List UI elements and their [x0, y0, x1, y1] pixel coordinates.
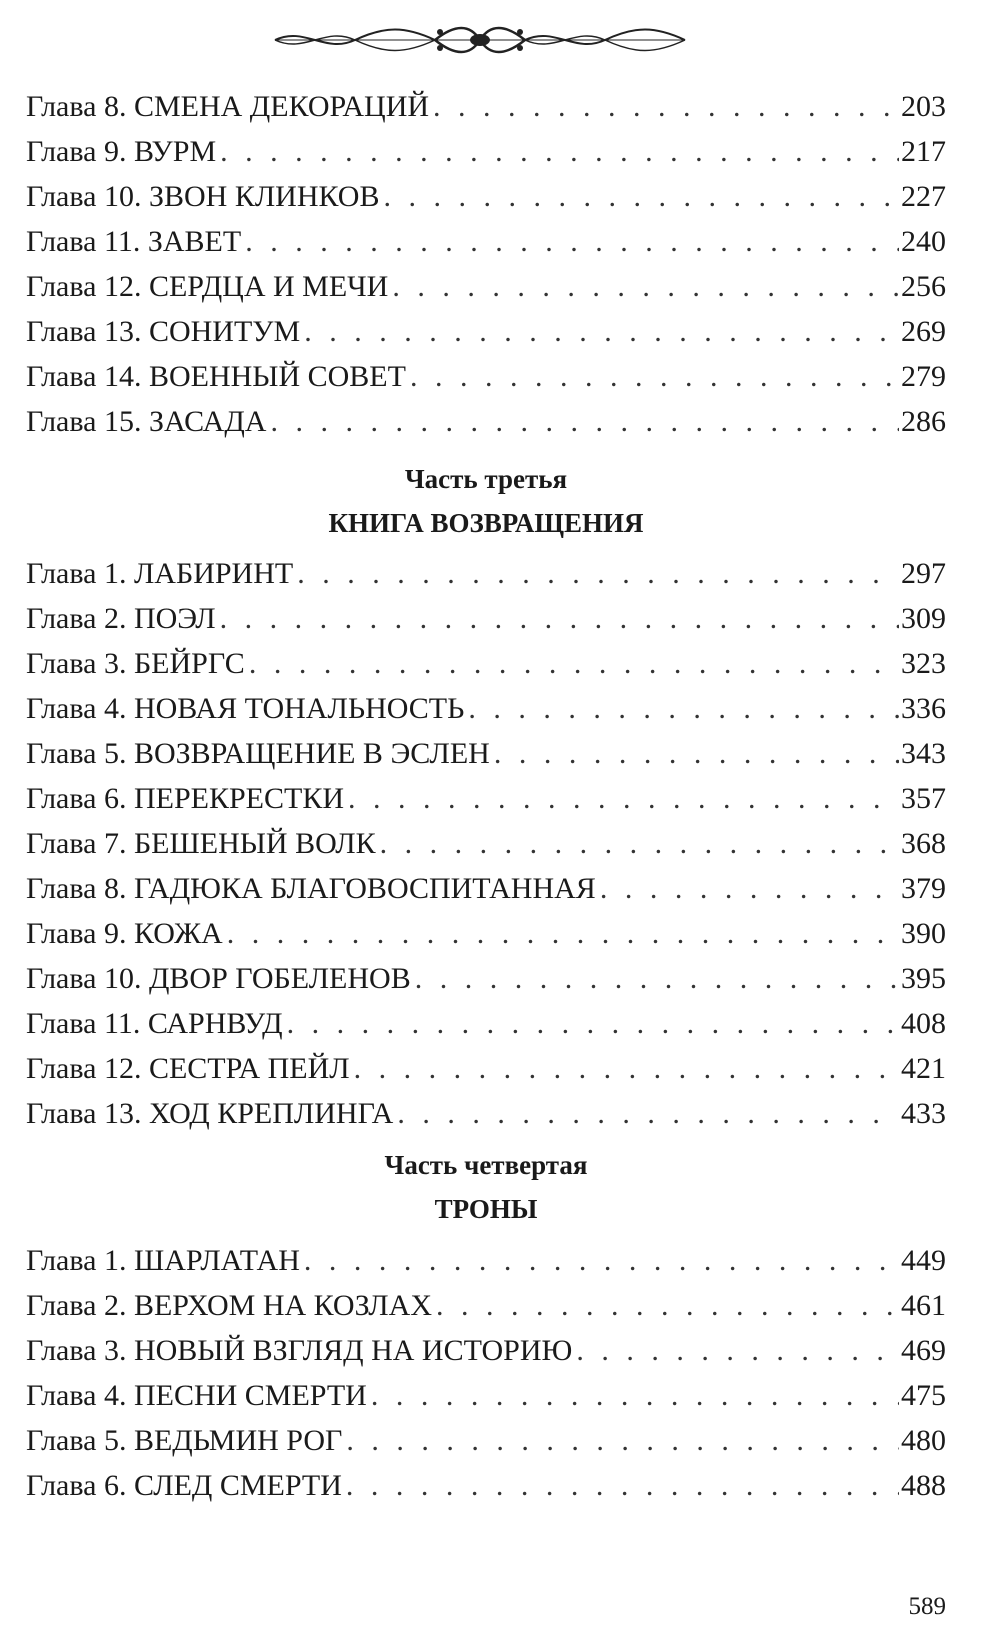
- dot-leader: [304, 309, 899, 354]
- entry-label: Глава 5. ВОЗВРАЩЕНИЕ В ЭСЛЕН: [26, 737, 490, 770]
- dot-leader: [410, 354, 899, 399]
- entry-page: 240: [901, 225, 946, 258]
- entry-label: Глава 4. ПЕСНИ СМЕРТИ: [26, 1379, 367, 1412]
- toc-entry[interactable]: [26, 219, 946, 264]
- toc-section-1: [26, 84, 946, 444]
- entry-page: 323: [901, 647, 946, 680]
- toc-entry[interactable]: [26, 354, 946, 399]
- entry-label: Глава 13. ХОД КРЕПЛИНГА: [26, 1097, 394, 1130]
- toc-entry[interactable]: [26, 1463, 946, 1508]
- toc-entry[interactable]: [26, 399, 946, 444]
- entry-label: Глава 2. ВЕРХОМ НА КОЗЛАХ: [26, 1289, 432, 1322]
- entry-label: Глава 1. ЛАБИРИНТ: [26, 557, 294, 590]
- entry-label: Глава 7. БЕШЕНЫЙ ВОЛК: [26, 827, 376, 860]
- entry-page: 395: [901, 962, 946, 995]
- toc-entry[interactable]: [26, 776, 946, 821]
- entry-label: Глава 4. НОВАЯ ТОНАЛЬНОСТЬ: [26, 692, 465, 725]
- dot-leader: [287, 1001, 899, 1046]
- part3-label: Часть третья: [404, 464, 568, 494]
- dot-leader: [494, 731, 899, 776]
- entry-page: 343: [901, 737, 946, 770]
- part3-title: КНИГА ВОЗВРАЩЕНИЯ: [328, 508, 644, 538]
- toc-entry[interactable]: [26, 1238, 946, 1283]
- entry-page: 421: [901, 1052, 946, 1085]
- entry-label: Глава 11. ЗАВЕТ: [26, 225, 242, 258]
- entry-label: Глава 11. САРНВУД: [26, 1007, 283, 1040]
- toc-entry[interactable]: [26, 84, 946, 129]
- entry-page: 279: [901, 360, 946, 393]
- toc-part-4: [26, 1238, 946, 1508]
- entry-label: Глава 3. БЕЙРГС: [26, 647, 245, 680]
- entry-label: Глава 3. НОВЫЙ ВЗГЛЯД НА ИСТОРИЮ: [26, 1334, 573, 1367]
- part4-label: Часть четвертая: [384, 1150, 588, 1180]
- toc-entry[interactable]: [26, 686, 946, 731]
- page-number: 589: [908, 1593, 946, 1620]
- entry-label: Глава 10. ДВОР ГОБЕЛЕНОВ: [26, 962, 411, 995]
- dot-leader: [576, 1328, 899, 1373]
- entry-page: 390: [901, 917, 946, 950]
- toc-entry[interactable]: [26, 129, 946, 174]
- entry-page: 227: [901, 180, 946, 213]
- dot-leader: [245, 219, 899, 264]
- entry-page: 357: [901, 782, 946, 815]
- dot-leader: [346, 1463, 899, 1508]
- entry-page: 469: [901, 1334, 946, 1367]
- toc-entry[interactable]: [26, 911, 946, 956]
- dot-leader: [270, 399, 899, 444]
- dot-leader: [600, 866, 899, 911]
- entry-label: Глава 14. ВОЕННЫЙ СОВЕТ: [26, 360, 406, 393]
- entry-page: 297: [901, 557, 946, 590]
- toc-entry[interactable]: [26, 1091, 946, 1136]
- entry-label: Глава 10. ЗВОН КЛИНКОВ: [26, 180, 380, 213]
- toc-entry[interactable]: [26, 551, 946, 596]
- entry-label: Глава 8. СМЕНА ДЕКОРАЦИЙ: [26, 90, 430, 123]
- entry-label: Глава 1. ШАРЛАТАН: [26, 1244, 300, 1277]
- dot-leader: [354, 1046, 899, 1091]
- entry-page: 433: [901, 1097, 946, 1130]
- entry-label: Глава 13. СОНИТУМ: [26, 315, 301, 348]
- toc-entry[interactable]: [26, 264, 946, 309]
- dot-leader: [220, 596, 899, 641]
- toc-entry[interactable]: [26, 641, 946, 686]
- toc-entry[interactable]: [26, 866, 946, 911]
- entry-page: 408: [901, 1007, 946, 1040]
- entry-page: 286: [901, 405, 946, 438]
- part4-title: ТРОНЫ: [434, 1194, 538, 1224]
- dot-leader: [346, 1418, 899, 1463]
- entry-label: Глава 6. СЛЕД СМЕРТИ: [26, 1469, 342, 1502]
- dot-leader: [468, 686, 899, 731]
- dot-leader: [433, 84, 899, 129]
- toc-entry[interactable]: [26, 309, 946, 354]
- entry-label: Глава 2. ПОЭЛ: [26, 602, 216, 635]
- dot-leader: [297, 551, 899, 596]
- toc-entry[interactable]: [26, 731, 946, 776]
- entry-label: Глава 12. СЕСТРА ПЕЙЛ: [26, 1052, 350, 1085]
- dot-leader: [348, 776, 899, 821]
- dot-leader: [227, 911, 899, 956]
- toc-entry[interactable]: [26, 1046, 946, 1091]
- toc-entry[interactable]: [26, 1001, 946, 1046]
- dot-leader: [392, 264, 899, 309]
- entry-label: Глава 5. ВЕДЬМИН РОГ: [26, 1424, 343, 1457]
- entry-page: 480: [901, 1424, 946, 1457]
- toc-entry[interactable]: [26, 956, 946, 1001]
- entry-page: 368: [901, 827, 946, 860]
- entry-page: 461: [901, 1289, 946, 1322]
- dot-leader: [383, 174, 899, 219]
- entry-label: Глава 15. ЗАСАДА: [26, 405, 267, 438]
- toc-entry[interactable]: [26, 1373, 946, 1418]
- toc-entry[interactable]: [26, 596, 946, 641]
- dot-leader: [220, 129, 899, 174]
- entry-page: 379: [901, 872, 946, 905]
- toc-entry[interactable]: [26, 821, 946, 866]
- entry-page: 475: [901, 1379, 946, 1412]
- entry-page: 336: [901, 692, 946, 725]
- entry-page: 449: [901, 1244, 946, 1277]
- dot-leader: [397, 1091, 899, 1136]
- entry-label: Глава 6. ПЕРЕКРЕСТКИ: [26, 782, 344, 815]
- entry-label: Глава 8. ГАДЮКА БЛАГОВОСПИТАННАЯ: [26, 872, 596, 905]
- entry-page: 488: [901, 1469, 946, 1502]
- toc-part-3: [26, 551, 946, 1136]
- dot-leader: [380, 821, 899, 866]
- toc-entry[interactable]: [26, 174, 946, 219]
- entry-page: 256: [901, 270, 946, 303]
- entry-label: Глава 9. ВУРМ: [26, 135, 217, 168]
- dot-leader: [249, 641, 899, 686]
- dot-leader: [371, 1373, 899, 1418]
- entry-page: 217: [901, 135, 946, 168]
- entry-page: 203: [901, 90, 946, 123]
- toc-entry[interactable]: [26, 1283, 946, 1328]
- toc-entry[interactable]: [26, 1418, 946, 1463]
- entry-page: 309: [901, 602, 946, 635]
- entry-label: Глава 9. КОЖА: [26, 917, 223, 950]
- entry-page: 269: [901, 315, 946, 348]
- toc-entry[interactable]: [26, 1328, 946, 1373]
- entry-label: Глава 12. СЕРДЦА И МЕЧИ: [26, 270, 389, 303]
- ornament-header-icon: [270, 18, 690, 58]
- dot-leader: [436, 1283, 899, 1328]
- dot-leader: [415, 956, 899, 1001]
- dot-leader: [304, 1238, 899, 1283]
